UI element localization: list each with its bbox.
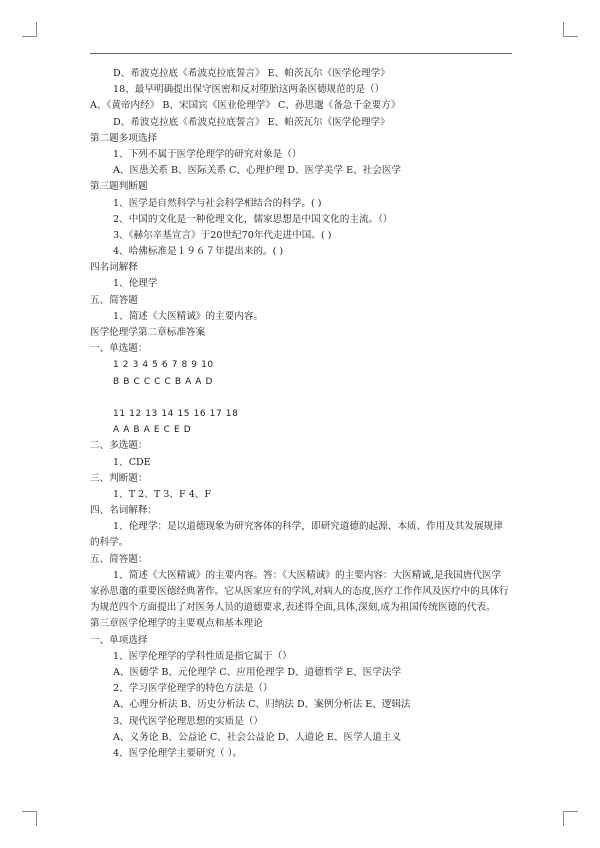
text-line: 一、单项选择 [90, 634, 148, 646]
text-line: 二、多选题： [90, 440, 148, 452]
text-line: A、心理分析法 B、历史分析法 C、归纳法 D、案例分析法 E、逻辑法 [113, 699, 411, 711]
text-line: 1、伦理学 [113, 278, 158, 290]
text-line: 五、简答题 [90, 294, 138, 306]
text-line: 四、名词解释： [90, 505, 158, 517]
text-line: A、《黄帝内经》 B、宋国宾《医业伦理学》 C、孙思邈《备急千金要方》 [90, 100, 401, 112]
text-line: 4、哈佛标准是１９６７年提出来的。( ) [113, 246, 284, 258]
corner-mark [22, 811, 37, 826]
corner-mark [563, 22, 578, 37]
corner-mark [563, 811, 578, 826]
text-line: 1、CDE [113, 456, 151, 468]
text-line: 2、学习医学伦理学的特色方法是（） [113, 683, 273, 695]
text-line: 四名词解释 [90, 262, 138, 274]
text-line: 3、《赫尔辛基宣言》于20世纪70年代走进中国。( ) [113, 229, 332, 241]
text-line: 18、最早明确提出保守医密和反对堕胎这两条医德规范的是（） [113, 84, 385, 96]
text-line: A A B A E C E D [113, 425, 192, 436]
text-line: 医学伦理学第二章标准答案 [90, 327, 206, 338]
text-line: 1 2 3 4 5 6 7 8 9 10 [113, 360, 214, 371]
text-line: 三、判断题： [90, 472, 148, 484]
document-body [90, 66, 520, 762]
text-line: 第三题判断题 [90, 181, 148, 193]
text-line: 11 12 13 14 15 16 17 18 [113, 408, 239, 419]
text-line: 1、下列不属于医学伦理学的研究对象是（） [113, 148, 302, 160]
text-line: A、医患关系 B、医际关系 C、心理护理 D、医学美学 E、社会医学 [113, 165, 402, 177]
text-line: 五、简答题： [90, 553, 148, 565]
text-line: 第三章医学伦理学的主要观点和基本理论 [90, 618, 263, 630]
text-line: 4、医学伦理学主要研究（ ）。 [113, 747, 243, 759]
text-line [90, 390, 520, 406]
text-line: D、希波克拉底《希波克拉底誓言》 E、帕茨瓦尔《医学伦理学》 [113, 116, 390, 128]
text-line: A、医德学 B、元伦理学 C、应用伦理学 D、道德哲学 E、医学法学 [113, 667, 402, 679]
text-line: B B C C C C B A A D [113, 376, 214, 387]
text-line: 1、T 2、T 3、F 4、F [113, 488, 212, 500]
text-line: D、希波克拉底《希波克拉底誓言》 E、帕茨瓦尔《医学伦理学》 [113, 68, 390, 79]
text-line: A、义务论 B、公益论 C、社会公益论 D、人道论 E、医学人道主义 [113, 731, 402, 743]
text-line: 1、医学伦理学的学科性质是指它属于（） [113, 650, 292, 662]
text-line: 1、伦理学：是以道德现象为研究客体的科学，即研究道德的起源、本质、作用及其发展规律的科学。 [90, 521, 503, 549]
text-line: 1、简述《大医精诚》的主要内容。 [113, 310, 264, 322]
text-line: 第二题多项选择 [90, 132, 158, 144]
text-line: 2、中国的文化是一种伦理文化，儒家思想是中国文化的主流。（） [113, 213, 393, 225]
text-line: 一、单选题： [90, 343, 148, 355]
corner-mark [22, 22, 37, 37]
header-rule [90, 53, 512, 54]
text-line: 3、现代医学伦理思想的实质是（） [113, 715, 264, 727]
text-line: 1、简述《大医精诚》的主要内容。答：《大医精诚》的主要内容：大医精诚,是我国唐代医学家孙思邈的重要医德经典著作。它从医家应有的学风,对病人的态度,医疗工作作风及医疗中的具体行为规范四个方面提出了对医务人员的道德要求,表述得全面,具体,深刻,成为祖国传统医德的代表。 [90, 569, 509, 614]
text-line: 1、医学是自然科学与社会科学相结合的科学。( ) [113, 197, 322, 209]
